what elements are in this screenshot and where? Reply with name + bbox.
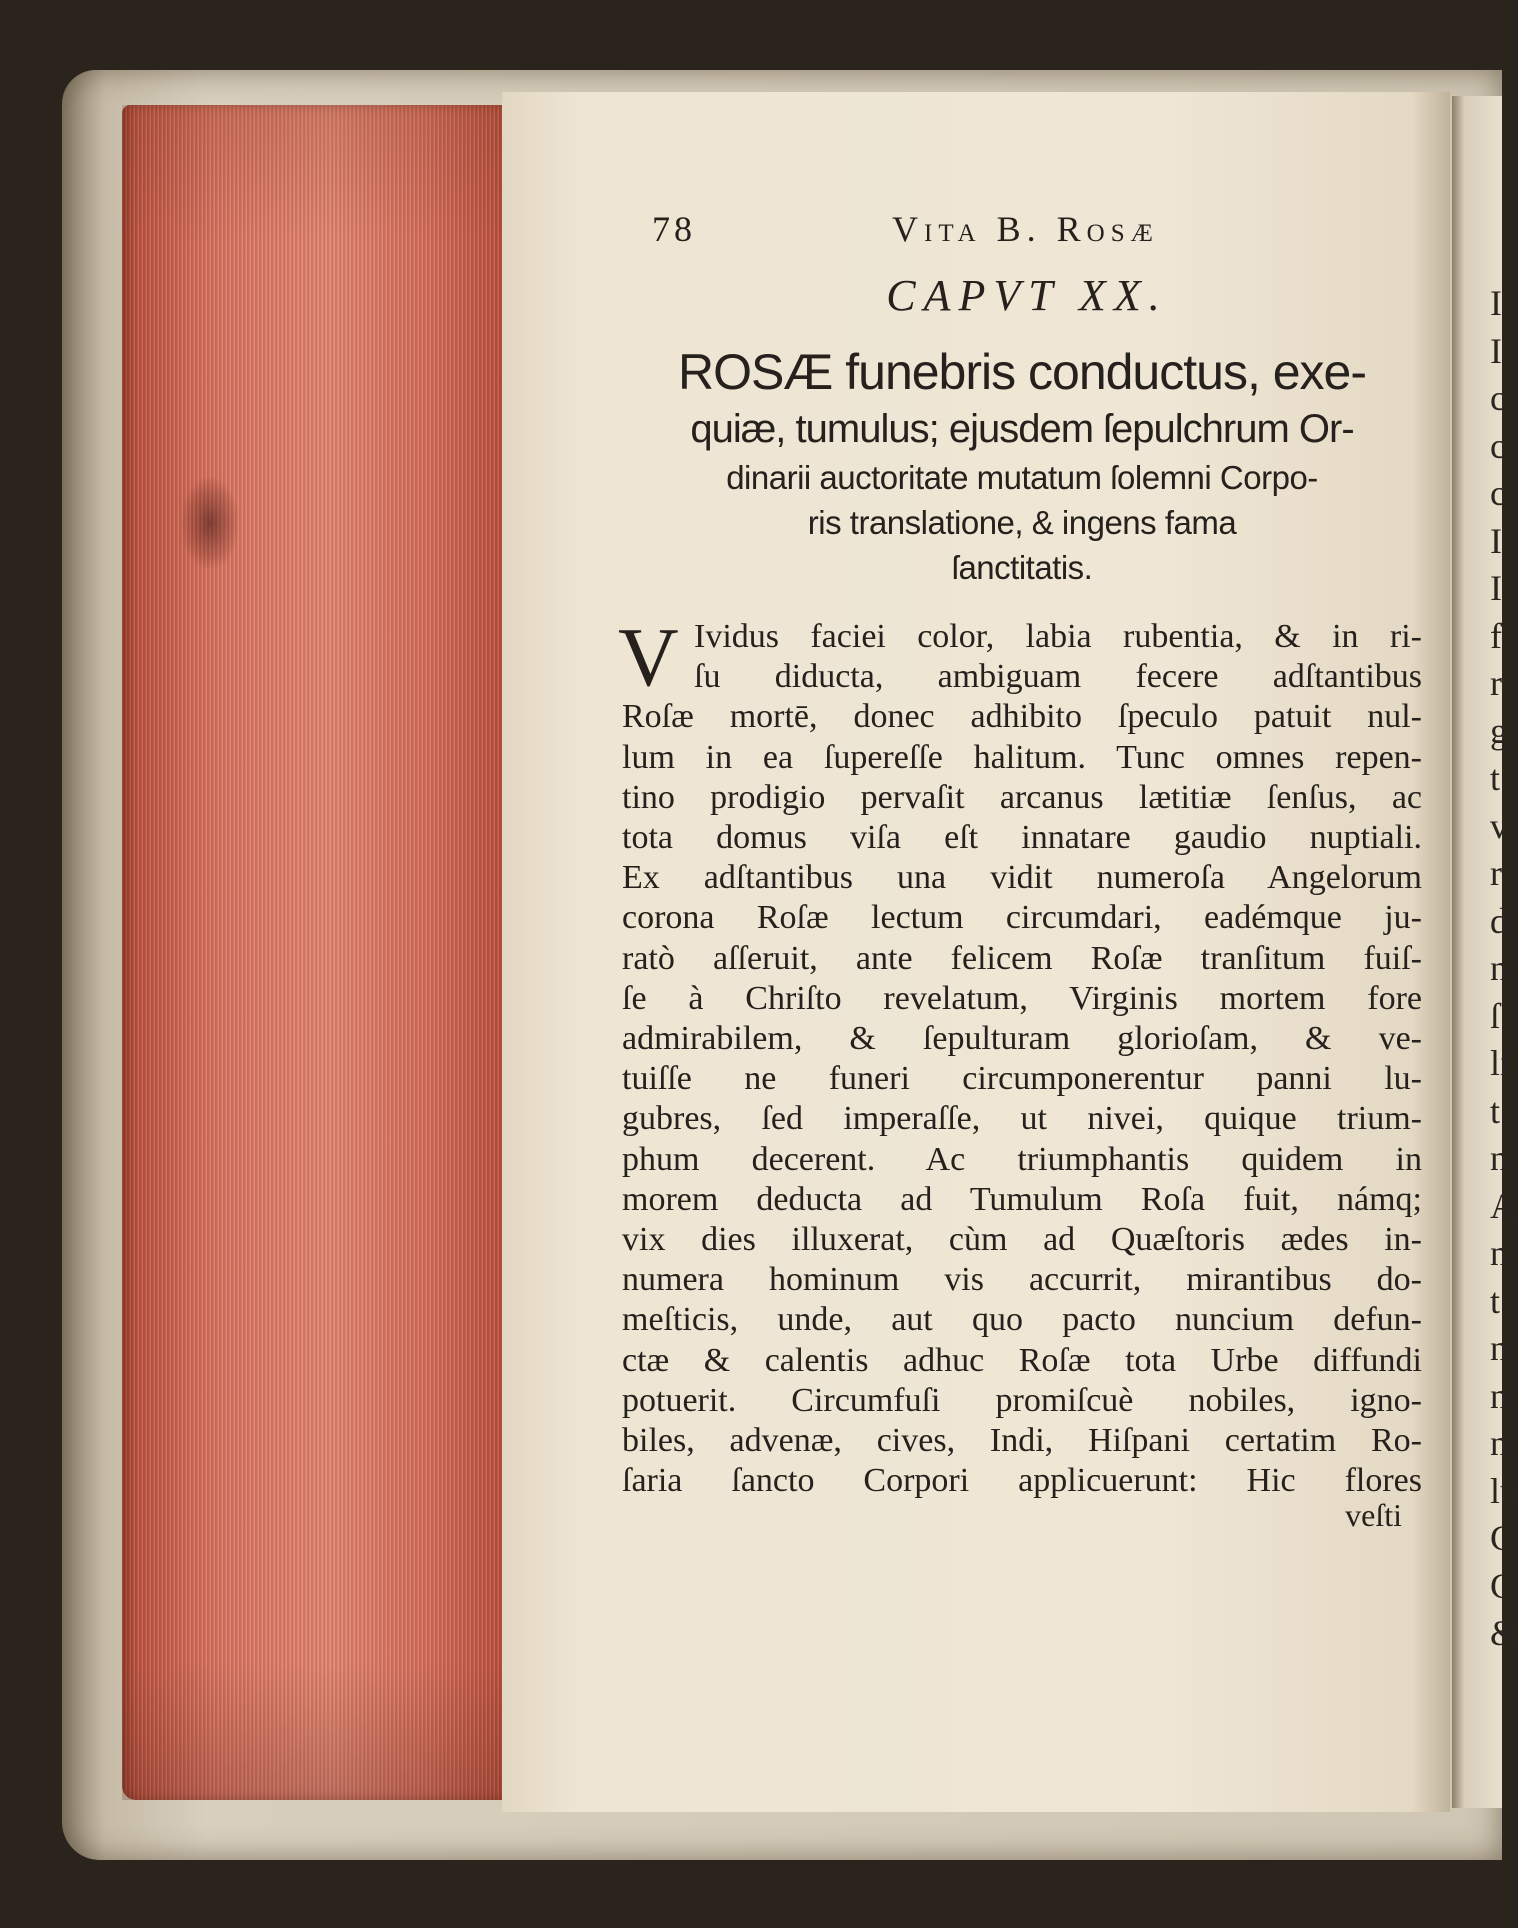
facing-page-glyph: A <box>1490 1185 1516 1226</box>
text-line: ratò aſſeruit, ante felicem Roſæ tranſitum fuiſ- <box>622 939 1422 977</box>
page-number: 78 <box>652 209 696 249</box>
facing-page-glyph: ſ <box>1490 995 1501 1036</box>
facing-page-glyph: I <box>1490 568 1502 608</box>
facing-page-glyph: n <box>1490 1375 1508 1416</box>
facing-page-glyph: t <box>1490 758 1501 798</box>
text-line: morem deducta ad Tumulum Roſa fuit, námq; <box>622 1180 1422 1218</box>
facing-page-glyph: g <box>1490 710 1508 751</box>
facing-page-glyph: t <box>1490 1280 1501 1321</box>
facing-page-glyph: C <box>1490 1518 1515 1558</box>
facing-page-glyph: & <box>1490 1613 1518 1653</box>
text-line: potuerit. Circumfuſi promiſcuè nobiles, igno- <box>622 1381 1422 1419</box>
text-line: tuiſſe ne funeri circumponerentur panni lu- <box>622 1060 1422 1098</box>
fore-edge <box>122 105 502 1800</box>
page-text <box>618 208 1422 1534</box>
facing-page-glyph: r <box>1490 853 1502 893</box>
summary-line: ſanctitatis. <box>951 549 1093 587</box>
text-line: admirabilem, & ſepulturam glorioſam, & ve- <box>622 1020 1422 1058</box>
text-line: meſticis, unde, aut quo pacto nuncium defun- <box>622 1301 1422 1339</box>
text-line: numera hominum vis accurrit, mirantibus do- <box>622 1261 1422 1299</box>
text-line: Roſæ mortē, donec adhibito ſpeculo patuit nul- <box>622 698 1422 736</box>
facing-page-glyph: r <box>1490 663 1502 703</box>
text-line: corona Roſæ lectum circumdari, eadémque ju- <box>622 899 1422 937</box>
text-line: ctæ & calentis adhuc Roſæ tota Urbe diffundi <box>622 1341 1422 1379</box>
running-title: Vita B. Rosæ <box>892 209 1159 249</box>
facing-page-glyph: f <box>1490 615 1502 656</box>
facing-page-glyph: li <box>1490 1043 1511 1083</box>
text-line: tota domus viſa eſt innatare gaudio nuptiali. <box>622 819 1422 857</box>
summary-lead: ROSÆ funebris conductus, exe- <box>678 344 1366 400</box>
text-line: Ex adſtantibus una vidit numeroſa Angelorum <box>622 859 1422 897</box>
facing-page-glyph: n <box>1490 1233 1508 1273</box>
facing-page-glyph: d <box>1490 900 1508 941</box>
text-line: gubres, ſed imperaſſe, ut nivei, quique trium- <box>622 1100 1422 1138</box>
facing-page-glyph: I <box>1490 283 1502 323</box>
text-line: Ividus faciei color, labia rubentia, & in ri- <box>694 618 1422 656</box>
chapter-heading: CAPVT XX. <box>886 271 1168 320</box>
catchword: veſti <box>1345 1497 1402 1534</box>
text-line: phum decerent. Ac triumphantis quidem in <box>622 1140 1422 1178</box>
facing-page-glyph: c <box>1490 378 1506 418</box>
facing-page-glyph: n <box>1490 1423 1508 1463</box>
body-text <box>618 611 1422 1501</box>
page-header <box>622 208 1422 266</box>
text-line: ſu diducta, ambiguam fecere adſtantibus <box>694 658 1422 696</box>
text-line: vix dies illuxerat, cùm ad Quæſtoris ædes in- <box>622 1221 1422 1259</box>
text-line: ſaria ſancto Corpori applicuerunt: Hic flores <box>622 1462 1422 1500</box>
facing-page-glyph: n <box>1490 948 1508 988</box>
text-line: ſe à Chriſto revelatum, Virginis mortem fore <box>622 979 1422 1017</box>
summary-line: quiæ, tumulus; ejusdem ſepulchrum Or- <box>690 407 1354 451</box>
facing-page-glyph: I <box>1490 520 1502 561</box>
text-line: tino prodigio pervaſit arcanus lætitiæ ſenſus, ac <box>622 778 1422 816</box>
drop-cap: V <box>618 611 679 705</box>
facing-page-glyph: C <box>1490 1565 1515 1606</box>
facing-page-glyph: c <box>1490 473 1506 513</box>
summary-line: ris translatione, & ingens fama <box>807 504 1237 542</box>
facing-page-glyph: lu <box>1490 1470 1518 1511</box>
facing-page-glyph: I <box>1490 330 1502 371</box>
summary-line: dinarii auctoritate mutatum ſolemni Corpo- <box>726 459 1318 497</box>
facing-page-glyph: t <box>1490 1090 1501 1131</box>
ink-stain <box>182 478 238 568</box>
text-line: lum in ea ſupereſſe halitum. Tunc omnes repen- <box>622 738 1422 776</box>
text-line: biles, advenæ, cives, Indi, Hiſpani certatim Ro- <box>622 1422 1422 1460</box>
facing-page-glyph: n <box>1490 1138 1508 1178</box>
facing-page-glyph: v <box>1490 805 1508 846</box>
facing-page-glyph: n <box>1490 1328 1508 1368</box>
facing-page-glyph: c <box>1490 425 1506 466</box>
chapter-summary <box>622 343 1422 591</box>
